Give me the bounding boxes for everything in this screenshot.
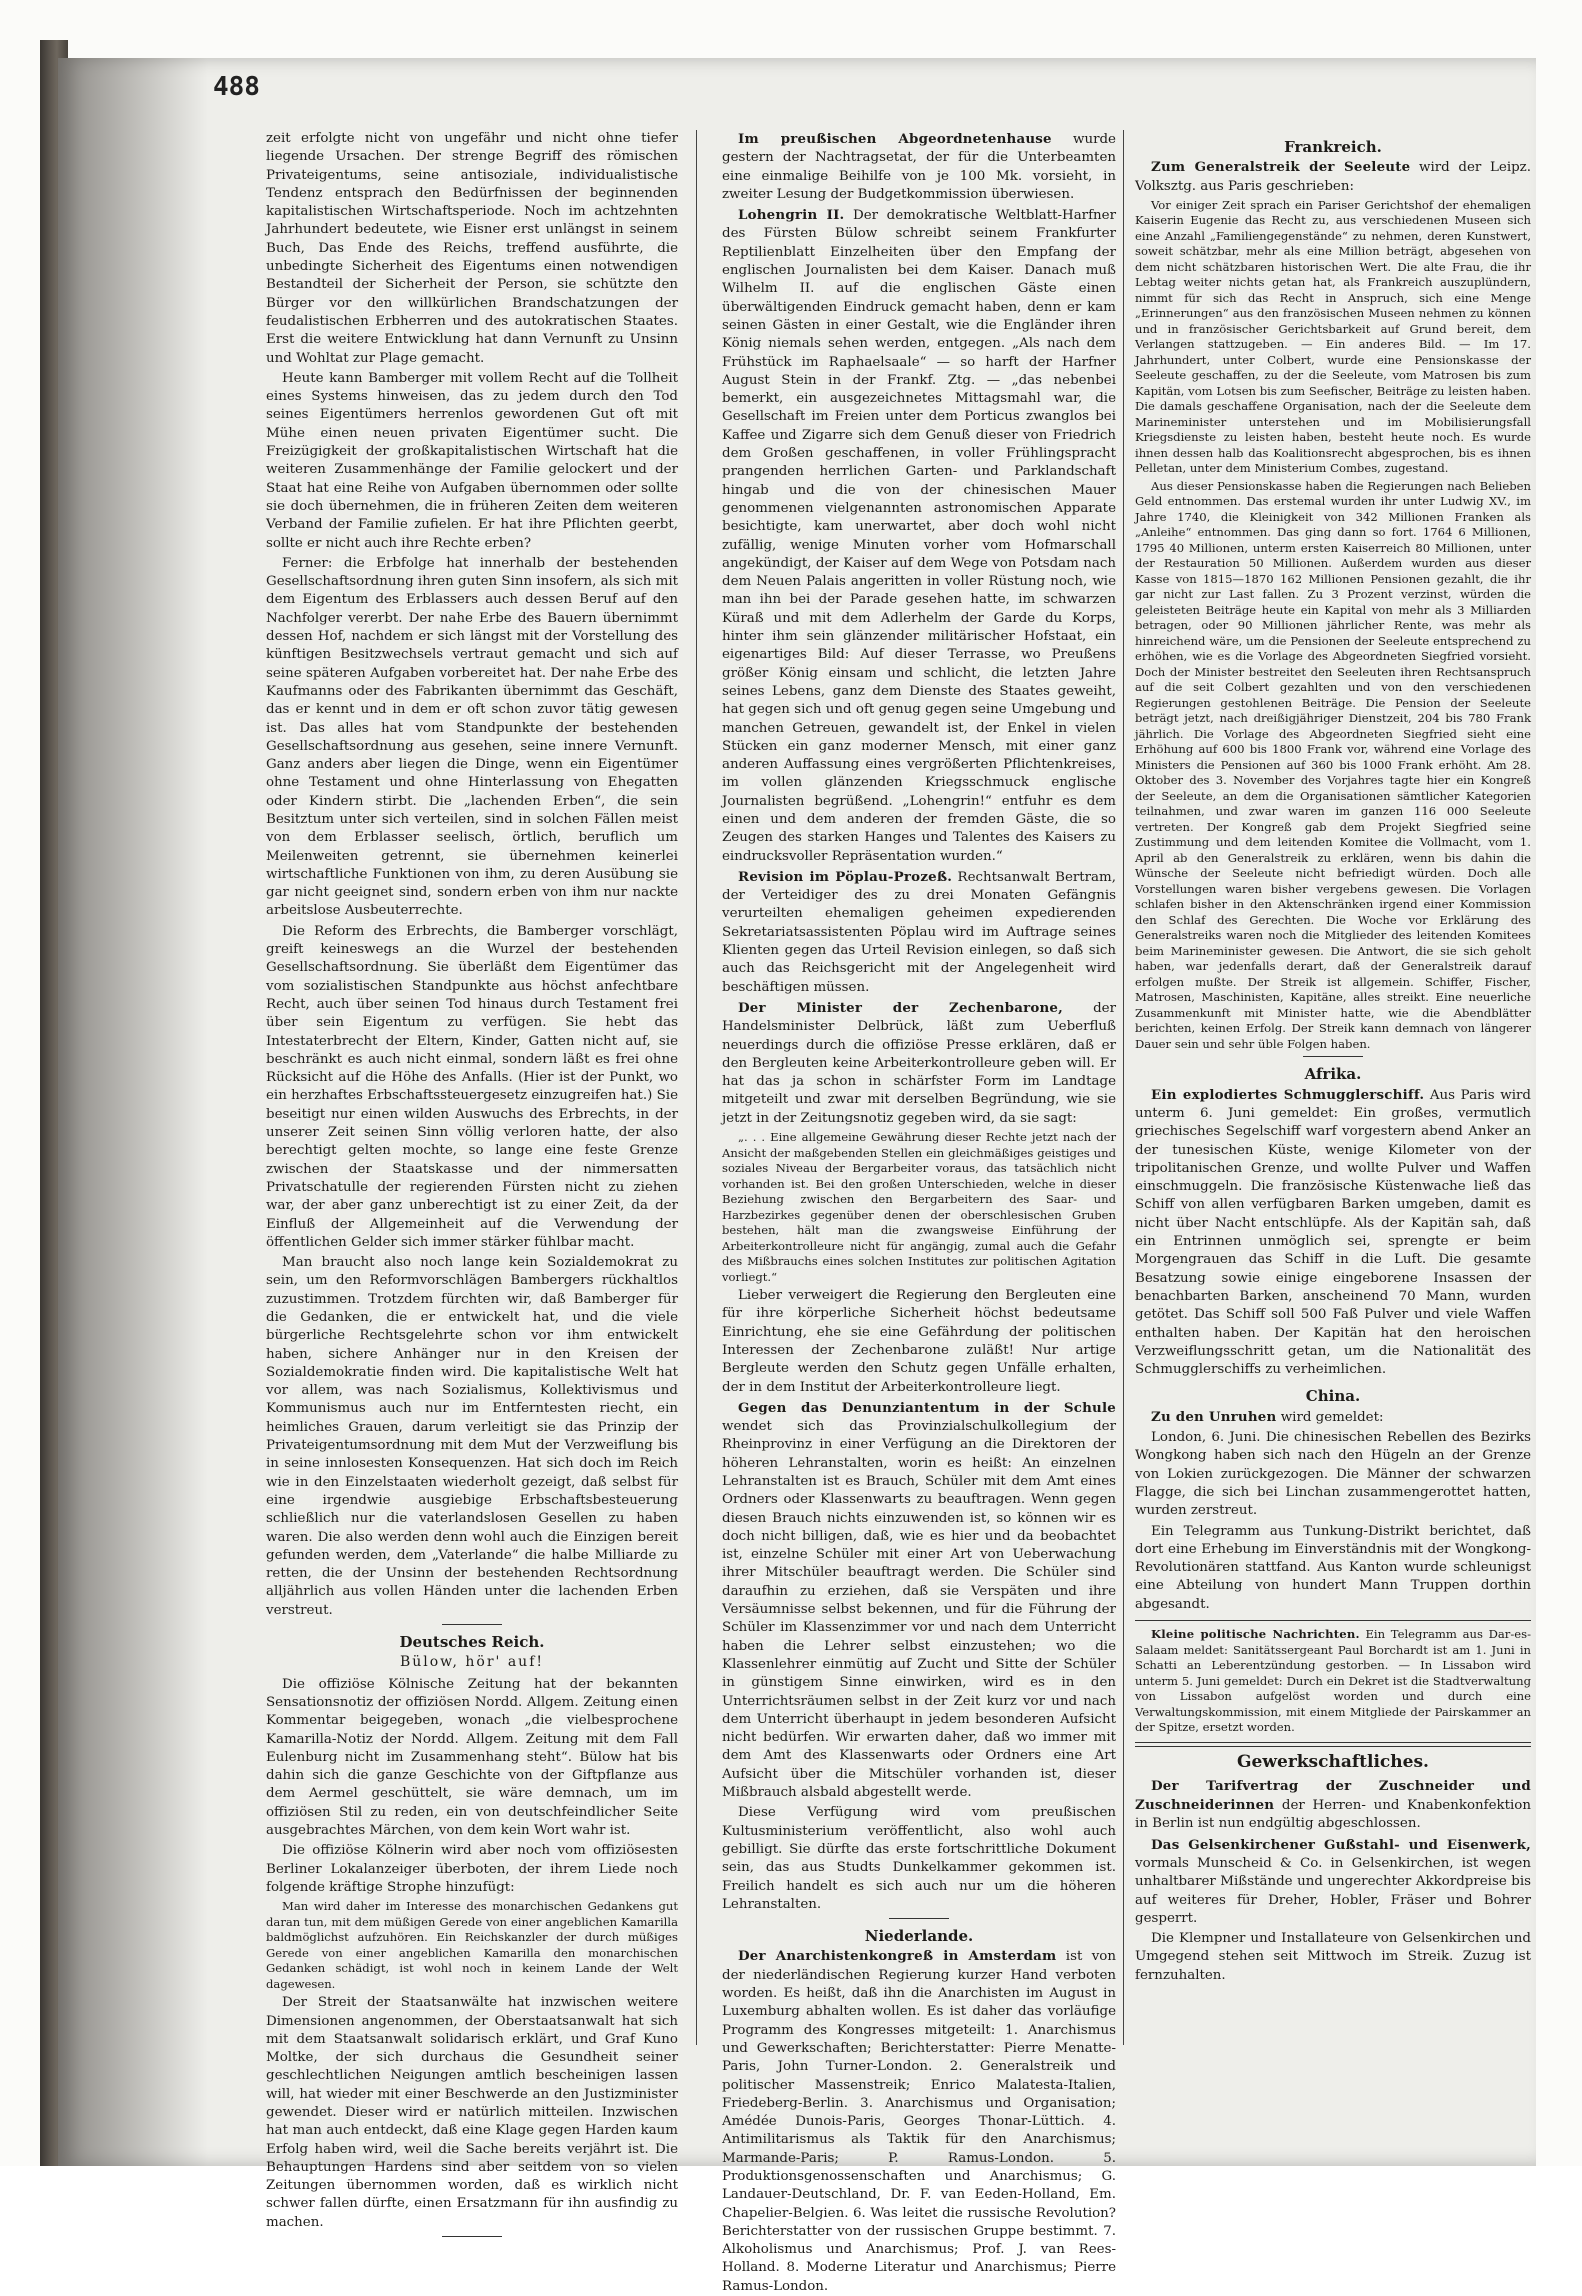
item-text: Rechtsanwalt Bertram, der Verteidiger des zu drei Monaten Gefängnis verurteilten ehemaligen geheimen expedierenden Sekretariatsassistenten Pöplau wird im Auftrage seines Klienten gegen das Urteil Revision einlegen, so daß sich auch das Reichsgericht mit der Angelegenheit wird beschäftigen müssen. [722,869,1116,995]
paragraph: London, 6. Juni. Die chinesischen Rebellen des Bezirks Wongkong haben sich nach den Hügeln an der Grenze von Lokien zurückgezogen. Die Männer der schwarzen Flagge, die sich bei Linchan zusammengerottet hatten, wurden zerstreut. [1135,1430,1531,1519]
paragraph: Diese Verfügung wird vom preußischen Kultusministerium veröffentlicht, also wohl auch gebilligt. Sie dürfte das erste fortschrittliche Dokument sein, das aus Studts Dunkelkammer gekommen ist. Freilich handelt es sich auch nur um die höheren Lehranstalten. [722,1805,1116,1912]
item-text: der Herren- und Knabenkonfektion in Berlin ist nun endgültig abgeschlossen. [1135,1798,1531,1832]
item-text: vormals Munscheid & Co. in Gelsenkirchen, ist wegen unhaltbarer Mißstände und ungerechter Akkordpreise bis auf weiteres für Dreher, Hobler, Fräser und Bohrer gesperrt. [1135,1855,1531,1926]
news-item [1135,158,1531,196]
news-item [722,206,1116,866]
item-text: wurde gestern der Nachtragsetat, der für die Unterbeamten eine einmalige Beihilfe von je 100 Mk. vorsieht, in zweiter Lesung der Budgetkommission überwiesen. [722,132,1116,202]
item-text: Aus Paris wird unterm 6. Juni gemeldet: Ein großes, vermutlich griechisches Segelschiff warf vorgestern abend Anker an der tunesischen Küste, wenige Kilometer von der tripolitanischen Grenze, und wollte Pulver und Waffen einschmuggeln. Die französische Küstenwache ließ das Schiff von allen verfügbaren Barken umgeben, damit es nicht über Nacht entschlüpfe. Als der Kapitän sah, daß ein Entrinnen unmöglich sei, sprengte er beim Morgengrauen das Schiff in die Luft. Die gesamte Besatzung sowie einige eingeborene Insassen der benachbarten Barken, anscheinend 70 Mann, wurden getötet. Das Schiff soll 500 Faß Pulver und viele Waffen enthalten haben. Der Kapitän hat den heroischen Verzweiflungsschritt getan, um die Nationalität des Schmugglerschiffs zu verheimlichen. [1135,1087,1531,1378]
item-lead: Zum Generalstreik der Seeleute [1151,159,1411,176]
news-item [1135,1836,1531,1928]
quotation: Aus dieser Pensionskasse haben die Regierungen nach Belieben Geld entnommen. Das erstemal wurden ihr unter Ludwig XV., im Jahre 1740, die Kleinigkeit von 342 Millionen Franken als „Anleihe“ entnommen. Das ging dann so fort. 1764 6 Millionen, 1795 40 Millionen, unterm ersten Kaiserreich 80 Millionen, unter der Restauration 50 Millionen. Außerdem wurden aus dieser Kasse von 1815—1870 162 Millionen Pensionen gezahlt, die ihr gar nicht zur Last fallen. Zu 3 Prozent verzinst, würden die geleisteten Beiträge heute ein Kapital von mehr als 3 Milliarden betragen, oder 90 Millionen jährlicher Rente, was mehr als hinreichend wäre, um die Pensionen der Seeleute entsprechend zu erhöhen, wie es die Vorlage des Abgeordneten Siegfried vorsieht. Doch der Minister bestreitet den Seeleuten ihren Rechtsanspruch auf die seit Colbert gezahlten und von den verschiedenen Regierungen gestohlenen Beiträge. Die Pension der Seeleute beträgt jetzt, nach dreißigjähriger Dienstzeit, 204 bis 780 Frank jährlich. Die Vorlage des Abgeordneten Siegfried sieht eine Erhöhung auf 600 bis 1800 Frank vor, während eine Vorlage des Ministers die Pensionen auf 360 bis 1000 Frank erhöht. Am 28. Oktober des 3. November des Vorjahres tagte hier ein Kongreß der Seeleute, an dem die Organisationen sämtlicher Kategorien teilnahmen, und zwar waren im ganzen 116 000 Seeleute vertreten. Der Kongreß gab dem Projekt Siegfried seine Zustimmung und dem leitenden Komitee die Vollmacht, vom 1. April ab den Generalstreik zu erklären, wenn bis dahin die Wünsche der Seeleute nicht befriedigt würden. Doch alle Vorstellungen waren bisher vergebens gewesen. Die Vorlagen schlafen bisher in den Aktenschränken irgend einer Kommission den Schlaf des Gerechten. Die Woche vor Erklärung des Generalstreiks waren noch die Mitglieder des leitenden Komitees beim Marineminister gewesen. Die Antwort, die sie sich geholt haben, war jedenfalls derart, daß der Generalstreik darauf erfolgen mußte. Der Streik ist allgemein. Schiffer, Fischer, Matrosen, Maschinisten, Kapitäne, alles streikt. Eine neuerliche Zusammenkunft mit Minister hatte, wie die Abendblätter berichten, keinen Erfolg. Der Streik kann demnach von längerer Dauer sein und sehr üble Folgen haben. [1135,478,1531,1051]
item-lead: Lohengrin II. [738,207,845,224]
news-item [1135,1777,1531,1834]
item-text: wendet sich das Provinzialschulkollegium der Rheinprovinz in einer Verfügung an die Direktoren der höheren Lehranstalten, worin es heißt: An einzelnen Lehranstalten ist es Brauch, Schüler mit dem Amt eines Ordners oder Klassenwarts zu beauftragen. Wenn gegen diesen Brauch nichts einzuwenden ist, so können wir es doch nicht billigen, daß, wie es hier und da beobachtet ist, einzelne Schüler mit einer Art von Ueberwachung ihrer Mitschüler beauftragt werden. Die Schüler sind daraufhin zu erziehen, daß sie Verspäten und ihre Versäumnisse selbst bekennen, und für die Führung der Schüler im Klassenzimmer vor und nach dem Unterricht haben die Lehrer selbst einzustehen; wo die Klassenlehrer einmütig auf Zucht und Sitte der Schüler in günstigem Sinne einwirken, wird es in den Unterrichtsräumen selbst in der Zeit kurz vor und nach dem Unterricht überhaupt in jedem besonderen Aufsicht nicht bedürfen. Wir erwarten daher, daß wo immer mit dem Amt des Klassenwarts oder Ordners eine Art Aufsicht über die Mitschüler vorhanden ist, dieser Mißbrauch alsbald abgestellt werde. [722,1419,1116,1801]
item-lead: Kleine politische Nachrichten. [1151,1627,1360,1641]
section-divider [889,1918,949,1919]
gutter-shadow [58,58,208,2166]
paragraph: Ferner: die Erbfolge hat innerhalb der bestehenden Gesellschaftsordnung ihren guten Sinn insofern, als sich mit dem Eigentum des Erblassers auch dessen Beruf auf den Nachfolger vererbt. Der nahe Erbe des Bauern übernimmt dessen Hof, nachdem er sich längst mit der Vorstellung des künftigen Besitzwechsels vertraut gemacht und sich auf seine späteren Aufgaben vorbereitet hat. Der nahe Erbe des Kaufmanns oder des Fabrikanten übernimmt das Geschäft, das er kennt und in dem er oft schon zuvor tätig gewesen ist. Das alles hat vom Standpunkte der bestehenden Gesellschaftsordnung aus gesehen, seine innere Vernunft. Ganz anders aber liegen die Dinge, wenn ein Eigentümer ohne Testament und ohne Hinterlassung von Ehegatten oder Kindern stirbt. Die „lachenden Erben“, die sein Besitztum unter sich verteilen, sind in solchen Fällen meist von dem Erblasser seelisch, örtlich, beruflich um Meilenweiten getrennt, sie übernehmen keinerlei wirtschaftliche Funktionen von ihm, zu deren Ausübung sie gar nicht geeignet sind, sondern erben von ihm nur nackte arbeitslose Ausbeuterrechte. [266,555,678,919]
paragraph: Die offiziöse Kölnische Zeitung hat der bekannten Sensationsnotiz der offiziösen Nordd. Allgem. Zeitung einen Kommentar beigegeben, wonach „die vielbesprochene Kamarilla-Notiz der Nordd. Allgem. Zeitung mit dem Fall Eulenburg nicht im Zusammenhang steht“. Bülow hat bis dahin sich die ganze Geschichte von der Giftpflanze aus dem Aermel geschüttelt, sie wäre demnach, um im offiziösen Stil zu reden, ein von deutschfeindlicher Seite ausgebrachtes Märchen, von dem kein Wort wahr ist. [266,1676,678,1839]
section-divider [1135,1620,1531,1621]
paragraph: Man braucht also noch lange kein Sozialdemokrat zu sein, um den Reformvorschlägen Bambergers rückhaltlos zuzustimmen. Trotzdem fürchten wir, daß Bamberger für die Gedanken, die er entwickelt hat, und die viele bürgerliche Rechtsgelehrte schon vor ihm entwickelt haben, sichere Anhänger nur in den Kreisen der Sozialdemokratie finden wird. Die kapitalistische Welt hat vor allem, was nach Sozialismus, Kollektivismus und Kommunismus auch nur im Entferntesten riecht, ein heimliches Grauen, darum verleitigt sie das Prinzip der Privateigentumsordnung mit dem Mut der Verzweiflung bis in seine innlosesten Konsequenzen. Hat sich doch im Reich wie in den Einzelstaaten wiederholt gezeigt, daß selbst für eine irgendwie ausgiebige Erbschaftsbesteuerung schließlich nur die vaterlandslosen Gesellen zu haben waren. Die also werden denn wohl auch die Einzigen bereit gefunden werden, dem „Vaterlande“ die halbe Milliarde zu retten, die der Unsinn der bestehenden Rechtsordnung alljährlich aus vollen Händen unter die lachenden Erben verstreut. [266,1255,678,1618]
item-lead: Ein explodiertes Schmugglerschiff. [1151,1086,1425,1103]
paragraph: Die Reform des Erbrechts, die Bamberger vorschlägt, greift keineswegs an die Wurzel der bestehenden Gesellschaftsordnung. Sie überläßt dem Eigentümer das vom sozialistischen Standpunkte aus höchst anfechtbare Recht, auch über seinen Tod hinaus durch Testament frei über sein Eigentum zu verfügen. Sie hebt das Intestaterbrecht der Eltern, Kinder, Gatten nicht auf, sie beschränkt es auch nicht einmal, sondern läßt es frei ohne Rücksicht auf die Höhe des Anfalls. (Hier ist der Punkt, wo ein herzhaftes Erbschaftssteuergesetz einzugreifen hat.) Sie beseitigt nur einen wilden Auswuchs des Erbrechts, in der unserer Zeit seinen Sinn völlig verloren hatte, der also berechtigt gelten mochte, so lange eine feste Grenze zwischen der Staatskasse und der nimmersatten Privatschatulle der regierenden Fürsten nicht zu ziehen war, der aber ganz unberechtigt ist zu einer Zeit, da der Einfluß der Allgemeinheit auf die Verwendung der öffentlichen Gelder sich immer stärker fühlbar macht. [266,923,678,1250]
item-text: ist von der niederländischen Regierung kurzer Hand verboten worden. Es heißt, daß ihn die Anarchisten im August in Luxemburg abhalten wollen. Es ist daher das vorläufige Programm des Kongresses mitgeteilt: 1. Anarchismus und Gewerkschaften; Berichterstatter: Pierre Menatte-Paris, John Turner-London. 2. Generalstreik und politischer Massenstreik; Enrico Malatesta-Italien, Friedeberg-Berlin. 3. Anarchismus und Organisation; Amédée Dunois-Paris, Georges Thonar-Lüttich. 4. Antimilitarismus als Taktik für den Anarchismus; Marmande-Paris; P. Ramus-London. 5. Produktionsgenossenschaften und Anarchismus; G. Landauer-Deutschland, Dr. F. van Eeden-Holland, Em. Chapelier-Belgien. 6. Was leitet die russische Revolution? Berichterstatter von der russischen Gruppe bestimmt. 7. Alkoholismus und Anarchismus; Prof. J. van Rees-Holland. 8. Moderne Literatur und Anarchismus; Pierre Ramus-London. [722,1949,1116,2294]
item-lead: Der Tarifvertrag der Zuschneider und Zuschneiderinnen [1135,1777,1531,1814]
item-lead: Zu den Unruhen [1151,1408,1277,1425]
news-item [1135,1408,1531,1427]
paragraph: Lieber verweigert die Regierung den Bergleuten eine für ihre körperliche Sicherheit höchst bedeutsame Einrichtung, ehe sie eine Gefährdung der politischen Interessen der Zechenbarone zuläßt! Nur artige Bergleute werden den Schutz gegen Unfälle erhalten, der in dem Institut der Arbeiterkontrolleure liegt. [722,1288,1116,1395]
section-heading: Niederlande. [864,1927,974,1946]
paragraph: Heute kann Bamberger mit vollem Recht auf die Tollheit eines Systems hinweisen, das zu jedem durch den Tod seines Eigentümers herrenlos gewordenen Gut oft mit Mühe einen neuen privaten Eigentümer sucht. Die Freizügigkeit der großkapitalistischen Wirtschaft hat die weiteren Zusammenhänge der Familie gelockert und der Staat hat eine Reihe von Aufgaben übernommen oder sollte sie doch übernehmen, die in früheren Zeiten dem weiteren Verband der Familie zufielen. Er hat ihre Pflichten geerbt, sollte er nicht auch ihre Rechte erben? [266,370,678,551]
news-item [1135,1086,1531,1380]
article-end-rule [442,2236,502,2237]
item-lead: Revision im Pöplau-Prozeß. [738,868,953,885]
page-number: 488 [213,72,260,102]
paragraph: Ein Telegramm aus Tunkung-Distrikt berichtet, daß dort eine Erhebung im Einverständnis mit der Wongkong-Revolutionären stattfand. Aus Kanton wurde schleunigst eine Abteilung von hundert Mann Truppen dorthin abgesandt. [1135,1523,1531,1612]
section-divider [442,1624,502,1625]
news-item [722,868,1116,997]
quotation: „. . . Eine allgemeine Gewährung dieser Rechte jetzt nach der Ansicht der maßgebenden Stellen ein gleichmäßiges geistiges und soziales Niveau der Bergarbeiter voraus, das tatsächlich nicht vorhanden ist. Bei den großen Unterschieden, welche in dieser Beziehung zwischen den Bergarbeitern des Saar- und Harzbezirkes gegenüber denen der oberschlesischen Gruben bestehen, hält man die zwangsweise Einführung der Arbeiterkontrolleure nicht für angängig, zumal auch die Gefahr des Mißbrauchs eines solchen Institutes zur politischen Agitation vorliegt.“ [722,1130,1116,1284]
item-text: wird der Leipz. Volksztg. aus Paris geschrieben: [1135,160,1531,194]
section-heading: China. [1305,1387,1361,1406]
news-item [722,1399,1116,1803]
item-text: Der demokratische Weltblatt-Harfner des Fürsten Bülow schreibt seinem Frankfurter Reptilienblatt Einzelheiten über den Empfang der englischen Journalisten bei dem Kaiser. Danach muß Wilhelm II. auf die englischen Gäste einen überwältigenden Eindruck gemacht haben, denn er kam seinen Gästen in einer Gestalt, wie die Engländer ihren König niemals sehen werden, entgegen. „Als nach dem Frühstück im Raphaelsaale“ — so harft der Harfner August Stein in der Frankf. Ztg. — „das nebenbei bemerkt, ein ausgezeichnetes Mittagsmahl war, die Gesellschaft im Freien unter dem Porticus zwanglos bei Kaffee und Zigarre sich dem Genuß dieser von Friedrich dem Großen geschaffenen, in voller Frühlingspracht prangenden herrlichen Garten- und Parklandschaft hingab und die von der chinesischen Mauer genommenen vielgenannten astronomischen Apparate besichtigte, kam unerwartet, aber doch wohl nicht zufällig, wenige Minuten vorher vom Hofmarschall angekündigt, der Kaiser auf dem Wege von Potsdam nach dem Neuen Palais angeritten in voller Rüstung noch, wie man ihn bei der Parade gesehen hatte, im schwarzen Küraß und mit dem Adlerhelm der Garde du Korps, hinter ihm sein glänzender militärischer Hofstaat, ein eigenartiges Bild: Auf dieser Terrasse, wo Preußens größer König einsam und schlicht, die letzten Jahre seines Lebens, ganz dem Dienste des Staates geweiht, hat gegen sich und oft genug gegen seine Umgebung und manchen Getreuen, gewandelt ist, der Enkel in vielen Stücken ein ganz moderner Mensch, mit einer ganz anderen Auffassung eines vergrößerten Pflichtenkreises, im vollen glänzenden Kriegsschmuck englische Journalisten begrüßend. „Lohengrin!“ entfuhr es dem einen und dem anderen der fremden Gäste, die so Zeugen des starken Hanges und Talentes des Kaisers zu eindrucksvoller Repräsentation wurden.“ [722,208,1116,864]
paragraph: Die offiziöse Kölnerin wird aber noch vom offiziösesten Berliner Lokalanzeiger überboten, der ihrem Liede noch folgende kräftige Strophe hinzufügt: [266,1843,678,1895]
news-item [722,999,1116,1128]
paragraph: Der Streit der Staatsanwälte hat inzwischen weitere Dimensionen angenommen, der Oberstaatsanwalt hat sich mit dem Staatsanwalt solidarisch erklärt, und Graf Kuno Moltke, der sich durchaus die Gesundheit seiner geschlechtlichen Neigungen amtlich bescheinigen lassen will, hat wieder mit einer Beschwerde an den Justizminister gewendet. Dieser wird er natürlich mitteilen. Inzwischen hat man auch entdeckt, daß eine Klage gegen Harden kaum Erfolg haben wird, weil die Sache bereits verjährt ist. Die Behauptungen Hardens sind aber seitdem von so vielen Zeitungen übernommen worden, daß es wirklich nicht schwer fallen dürfte, einen Ersatzmann für ihn ausfindig zu machen. [266,1995,678,2230]
item-text: der Handelsminister Delbrück, läßt zum Ueberfluß neuerdings durch die offiziöse Presse erklären, daß er den Bergleuten keine Arbeiterkontrolleure geben will. Er hat das ja schon in schärfster Form im Landtage mitgeteilt und zwar mit derselben Begründung, wie sie jetzt in der Zeitungsnotiz gegeben wird, da sie sagt: [722,1000,1116,1126]
quotation: Vor einiger Zeit sprach ein Pariser Gerichtshof der ehemaligen Kaiserin Eugenie das Recht zu, aus verschiedenen Museen sich eine Anzahl „Familiengegenstände“ zu nehmen, deren Kunstwert, soweit schätzbar, mehr als eine Million beträgt, abgesehen von dem nicht schätzbaren historischen Wert. Die alte Frau, die ihr Lebtag weiter nichts getan hat, als Frankreich auszuplündern, nimmt für sich das Recht in Anspruch, sich eine Menge „Erinnerungen“ aus den französischen Museen nehmen zu können und in französischer Gerichtsbarkeit auf Grund bereit, dem Verlangen stattzugeben. — Ein anderes Bild. — Im 17. Jahrhundert, unter Colbert, wurde eine Pensionskasse der Seeleute geschaffen, zu der die Seeleute, vom Matrosen bis zum Kapitän, vom Lotsen bis zum Seefischer, Beiträge zu leisten haben. Die damals geschaffene Organisation, nach der die Seeleute dem Marineminister unterstehen und im Mobilisierungsfall Kriegsdienste zu leisten haben, besteht heute noch. Es wurde ihnen dessen halb das Koalitionsrecht abgesprochen, bis es ihnen Pelletan, unter dem Ministerium Combes, zugestand. [1135,197,1531,476]
item-lead: Im preußischen Abgeordnetenhause [738,131,1052,147]
section-heading: Gewerkschaftliches. [1237,1751,1429,1772]
column-right [1135,130,1531,2050]
quotation: Man wird daher im Interesse des monarchischen Gedankens gut daran tun, mit dem müßigen Gerede von einer angeblichen Kamarilla baldmöglichst aufzuhören. Ein Reichskanzler der durch müßiges Gerede von einer angeblichen Kamarilla den monarchischen Gedanken schädigt, ist wohl noch in keinem Lande der Welt dagewesen. [266,1899,678,1991]
paragraph: zeit erfolgte nicht von ungefähr und nicht ohne tiefer liegende Ursachen. Der strenge Begriff des römischen Privateigentums, seine antisoziale, individualistische Tendenz entsprach den Bedürfnissen der beginnenden kapitalistischen Wirtschaftsperiode. Noch im achtzehnten Jahrhundert bedeutete, wie Eisner erst unlängst in seinem Buch, Das Ende des Reichs, treffend ausführte, die unbedingte Sicherheit des Eigentums einen notwendigen Bestandteil der Sicherheit der Person, sie schützte den Bürger vor den willkürlichen Brandschatzungen der feudalistischen Erbherren und des autokratischen Staates. Erst die weitere Entwicklung hat dann Vernunft zu Unsinn und Wohltat zur Plage gemacht. [266,131,678,366]
news-item [722,1947,1116,2296]
column-middle [722,130,1116,2294]
item-lead: Das Gelsenkirchener Gußstahl- und Eisenwerk, [1151,1836,1531,1853]
item-lead: Der Minister der Zechenbarone, [738,999,1064,1016]
section-divider [1303,1056,1363,1057]
section-divider [1135,1742,1531,1747]
news-item [722,130,1116,204]
section-heading: Frankreich. [1284,138,1382,156]
item-text: Ein Telegramm aus Dar-es-Salaam meldet: Sanitätssergeant Paul Borchardt ist am 1. Juni in Schatti an Leberentzündung gestorben. — In Lissabon wird unterm 5. Juni gemeldet: Durch ein Dekret ist die Stadtverwaltung von Lissabon aufgelöst worden und durch eine Verwaltungskommission, mit einem Mitgliede der Pairskammer an der Spitze, ersetzt worden. [1135,1627,1531,1734]
article-title: Bülow, hör' auf! [399,1654,545,1671]
item-lead: Der Anarchistenkongreß in Amsterdam [738,1948,1057,1965]
column-rule [1123,130,1124,2045]
column-rule [696,130,697,2045]
news-item [1135,1627,1531,1736]
item-text: wird gemeldet: [1276,1409,1384,1425]
column-left [266,130,678,2230]
item-lead: Gegen das Denunziantentum in der Schule [738,1399,1116,1416]
section-heading: Deutsches Reich. [399,1633,545,1652]
paragraph: Die Klempner und Installateure von Gelsenkirchen und Umgegend stehen seit Mittwoch im Streik. Zuzug ist fernzuhalten. [1135,1931,1531,1983]
section-heading: Afrika. [1304,1065,1362,1084]
